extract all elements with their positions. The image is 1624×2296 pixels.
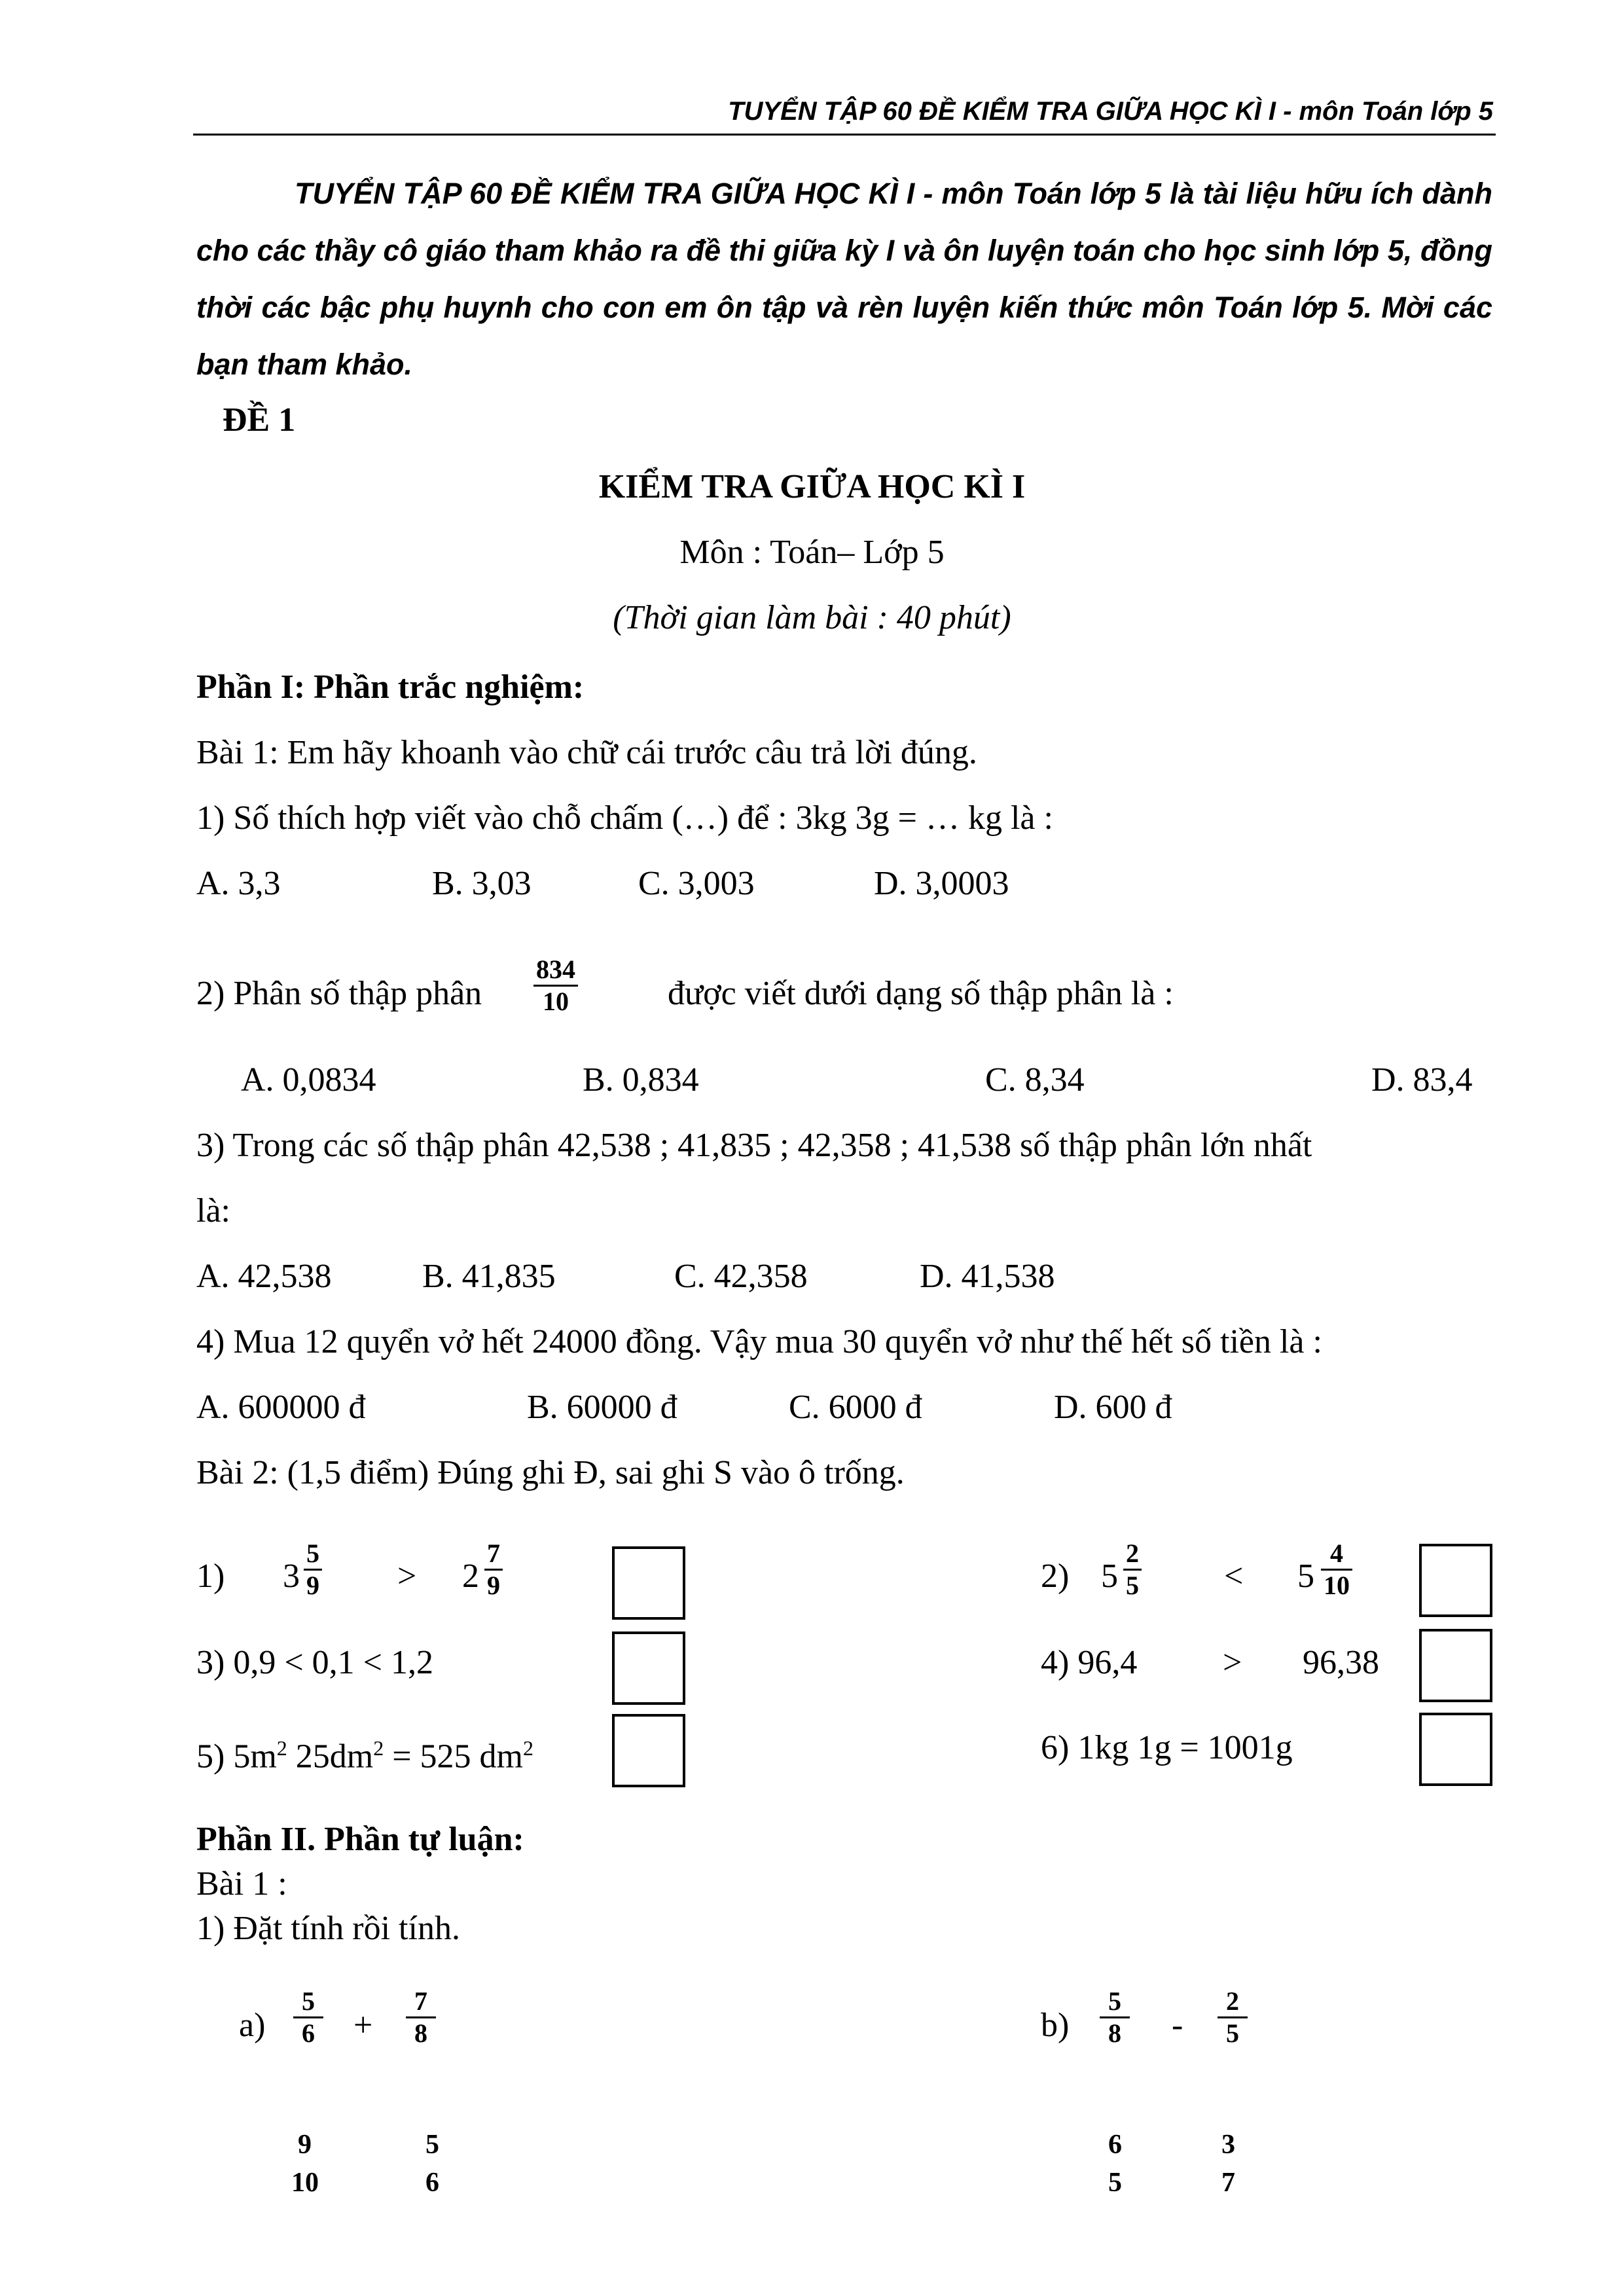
stacked-c1-bottom: 10 [291,2168,319,2198]
q2-option-a: A. 0,0834 [241,1061,376,1099]
task-a-fraction-1 [293,1986,323,2049]
exam-time: (Thời gian làm bài : 40 phút) [613,599,1011,636]
item2-fraction-2 [1321,1539,1352,1601]
exam-subject: Môn : Toán– Lớp 5 [679,534,945,571]
part2-title: Phần II. Phần tự luận: [196,1821,524,1858]
task-b-fraction-1 [1100,1986,1130,2049]
superscript: 2 [523,1736,533,1760]
fraction-denominator: 8 [414,2018,427,2048]
q4-option-c: C. 6000 đ [789,1389,922,1426]
header-divider [193,134,1496,136]
fraction-numerator: 5 [306,1539,319,1568]
item4-value: 96,38 [1303,1644,1379,1681]
item5-part-a: 5) 5m [196,1738,277,1776]
q1-text: 1) Số thích hợp viết vào chỗ chấm (…) để : 3kg 3g = … kg là : [196,799,1053,837]
task-a-label: a) [239,2007,266,2044]
q3-option-b: B. 41,835 [422,1258,556,1295]
header-title: TUYỂN TẬP 60 ĐỀ KIỂM TRA GIỮA HỌC KÌ I - môn Toán lớp 5 [728,97,1493,126]
q3-option-c: C. 42,358 [674,1258,808,1295]
answer-box-5[interactable] [612,1714,685,1787]
item2-whole-1: 5 [1101,1558,1118,1595]
q2-text-after: được viết dưới dạng số thập phân là : [668,975,1174,1012]
stacked-c4-top: 3 [1221,2130,1235,2160]
fraction-denominator: 6 [302,2018,315,2048]
q4-option-b: B. 60000 đ [527,1389,677,1426]
fraction-numerator: 5 [1108,1986,1121,2016]
item1-fraction-2 [484,1539,503,1601]
part1-title: Phần I: Phần trắc nghiệm: [196,668,585,706]
q1-option-d: D. 3,0003 [874,865,1009,902]
q2-option-d: D. 83,4 [1371,1061,1473,1099]
part2-bai1: Bài 1 : [196,1865,287,1903]
fraction-denominator: 5 [1226,2018,1239,2048]
item4-label: 4) 96,4 [1041,1644,1138,1681]
task-b-fraction-2 [1218,1986,1248,2049]
q2-option-c: C. 8,34 [985,1061,1085,1099]
stacked-c3-bottom: 5 [1108,2168,1122,2198]
task-b-operator: - [1172,2007,1183,2044]
item1-whole-2: 2 [462,1558,479,1595]
q2-option-b: B. 0,834 [583,1061,699,1099]
stacked-c2-bottom: 6 [425,2168,439,2198]
q3-option-d: D. 41,538 [920,1258,1055,1295]
answer-box-2[interactable] [1419,1544,1492,1617]
item3-text: 3) 0,9 < 0,1 < 1,2 [196,1644,433,1681]
q1-option-b: B. 3,03 [432,865,532,902]
item2-operator: < [1224,1558,1244,1595]
item2-fraction-1 [1123,1539,1142,1601]
superscript: 2 [373,1736,384,1760]
fraction-denominator: 10 [543,987,569,1016]
item1-label: 1) [196,1558,225,1595]
fraction-denominator: 9 [487,1571,500,1600]
part2-task1: 1) Đặt tính rồi tính. [196,1910,460,1947]
task-b-label: b) [1041,2007,1070,2044]
fraction-denominator: 5 [1126,1571,1139,1600]
item4-operator: > [1223,1644,1242,1681]
part1-bai2: Bài 2: (1,5 điểm) Đúng ghi Đ, sai ghi S vào ô trống. [196,1454,905,1491]
stacked-c3-top: 6 [1108,2130,1122,2160]
task-a-operator: + [353,2007,373,2044]
fraction-denominator: 8 [1108,2018,1121,2048]
q4-text: 4) Mua 12 quyển vở hết 24000 đồng. Vậy mua 30 quyển vở như thế hết số tiền là : [196,1323,1322,1360]
q4-option-a: A. 600000 đ [196,1389,366,1426]
q3-option-a: A. 42,538 [196,1258,332,1295]
fraction-denominator: 10 [1324,1571,1350,1600]
fraction-numerator: 2 [1126,1539,1139,1568]
item5-part-c: = 525 dm [384,1738,523,1776]
q2-fraction [533,955,578,1017]
item5-part-b: 25dm [287,1738,374,1776]
fraction-numerator: 4 [1330,1539,1343,1568]
stacked-c1-top: 9 [298,2130,312,2160]
superscript: 2 [276,1736,287,1760]
item1-fraction-1 [304,1539,322,1601]
item1-operator: > [397,1558,417,1595]
answer-box-1[interactable] [612,1546,685,1620]
q1-option-c: C. 3,003 [638,865,755,902]
answer-box-3[interactable] [612,1631,685,1705]
exam-title: KIỂM TRA GIỮA HỌC KÌ I [598,468,1026,505]
answer-box-4[interactable] [1419,1629,1492,1702]
q3-text-line1: 3) Trong các số thập phân 42,538 ; 41,835 ; 42,358 ; 41,538 số thập phân lớn nhất [196,1127,1312,1164]
part1-bai1: Bài 1: Em hãy khoanh vào chữ cái trước câu trả lời đúng. [196,734,977,771]
exam-label: ĐỀ 1 [223,401,296,439]
item1-whole-1: 3 [283,1558,300,1595]
item6-text: 6) 1kg 1g = 1001g [1041,1729,1293,1766]
item2-whole-2: 5 [1297,1558,1314,1595]
q4-option-d: D. 600 đ [1054,1389,1172,1426]
item5-text [196,1728,533,1776]
q2-text-before: 2) Phân số thập phân [196,975,482,1012]
fraction-numerator: 5 [302,1986,315,2016]
q3-text-line2: là: [196,1192,230,1230]
fraction-numerator: 2 [1226,1986,1239,2016]
answer-box-6[interactable] [1419,1713,1492,1786]
intro-paragraph: TUYỂN TẬP 60 ĐỀ KIỂM TRA GIỮA HỌC KÌ I - môn Toán lớp 5 là tài liệu hữu ích dành cho các thầy cô giáo tham khảo ra đề thi giữa kỳ I và ôn luyện toán cho học sinh lớp 5, đồng thời các bậc phụ huynh cho con em ôn tập và rèn luyện kiến thức môn Toán lớp 5. Mời các bạn tham khảo. [196,177,1492,381]
fraction-numerator: 7 [487,1539,500,1568]
q1-option-a: A. 3,3 [196,865,281,902]
fraction-numerator: 834 [536,955,575,984]
task-a-fraction-2 [406,1986,436,2049]
stacked-c4-bottom: 7 [1221,2168,1235,2198]
fraction-denominator: 9 [306,1571,319,1600]
stacked-c2-top: 5 [425,2130,439,2160]
item2-label: 2) [1041,1558,1070,1595]
fraction-numerator: 7 [414,1986,427,2016]
